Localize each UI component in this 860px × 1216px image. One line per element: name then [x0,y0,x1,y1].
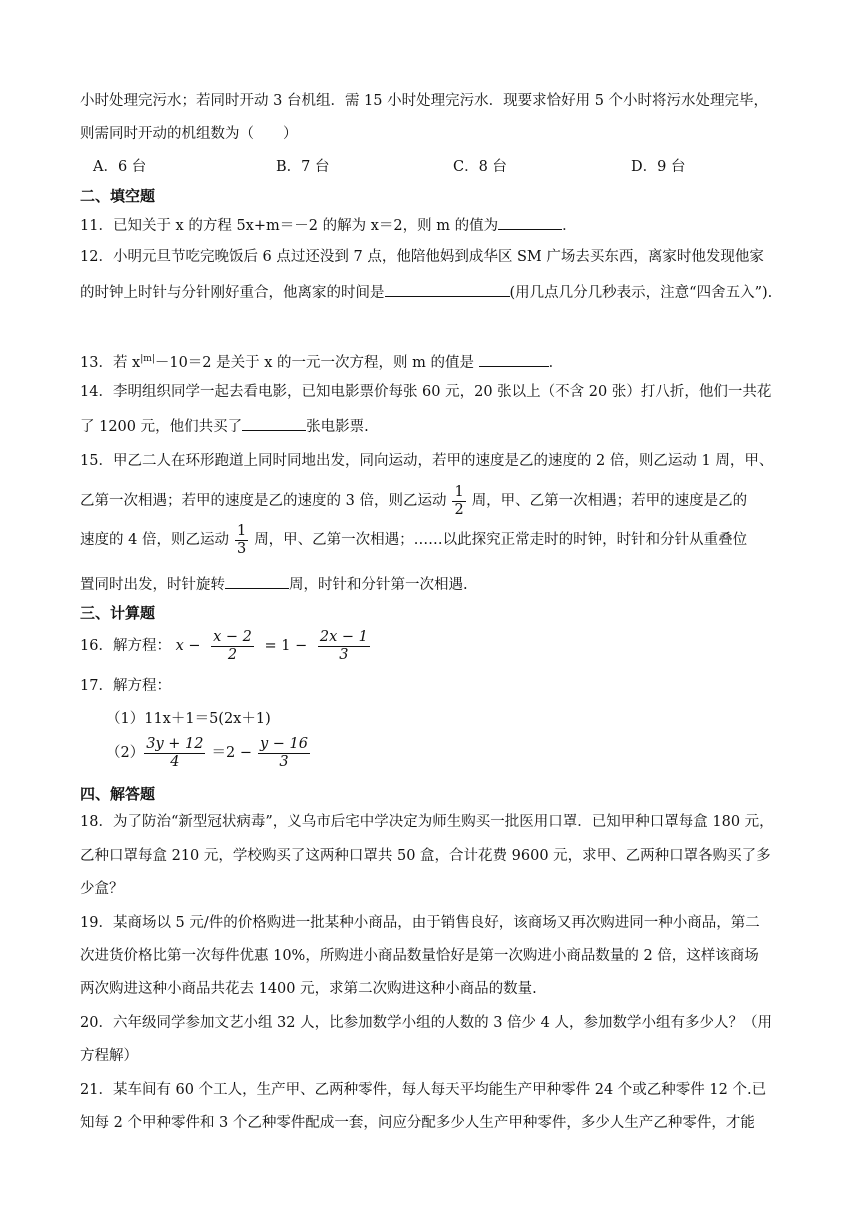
q14-answer-blank[interactable] [242,415,306,431]
q12-text: 的时钟上时针与分针刚好重合，他离家的时间是 [80,285,385,301]
q10-option-b: B．7 台 [276,159,330,175]
q15-fraction-half-numerator: 1 [454,483,464,500]
q15-line-3 [80,521,800,559]
q15-fraction-third [235,523,248,558]
q15-text-4b: 周，时针和分针第一次相遇. [289,577,468,593]
q16-fraction-left [211,629,254,664]
q15-fraction-third-numerator: 1 [236,522,247,539]
q16-minus: − [188,638,201,654]
q15-text-3b: 周，甲、乙第一次相遇；……以此探究正常走时的时钟，时针和分针从重叠位 [254,532,748,548]
section-fill-in-heading: 二、填空题 [80,187,156,205]
q11 [80,214,800,236]
q18-line-3: 少盒？ [80,881,124,897]
q16-equals: = 1 − [264,638,308,654]
q19-line-2: 次进货价格比第一次每件优惠 10%，所购进小商品数量恰好是第一次购进小商品数量的 2 倍，这样该商场 [80,948,759,964]
q15-text-2a: 乙第一次相遇；若甲的速度是乙的速度的 3 倍，则乙运动 [80,493,447,509]
section-answer-heading: 四、解答题 [80,785,156,803]
q17-right-denominator: 3 [258,753,310,771]
q20-line-2: 方程解） [80,1048,138,1064]
q10-option-d: D．9 台 [631,159,686,175]
q11-answer-blank[interactable] [498,214,562,230]
q15-fraction-third-denominator: 3 [236,540,247,557]
q16-x: x [175,638,184,654]
q10-option-c: C．8 台 [453,159,507,175]
q16-left-numerator: x − 2 [213,628,252,645]
q12-text-end: (用几点几分几秒表示，注意“四舍五入”). [509,285,773,301]
q17-part-1: （1）11x＋1＝5(2x＋1) [106,711,271,727]
q16-right-denominator: 3 [318,646,370,664]
q21-line-2: 知每 2 个甲种零件和 3 个乙种零件配成一套，问应分配多少人生产甲种零件，多少人生产乙种零件，才能 [80,1115,755,1131]
q17-part-2-label: （2） [106,745,145,761]
q11-text: 11．已知关于 x 的方程 5x+m＝－2 的解为 x＝2，则 m 的值为 [80,218,499,234]
q19-line-1: 19．某商场以 5 元/件的价格购进一批某种小商品，由于销售良好，该商场又再次购进同一种小商品，第二 [80,915,760,931]
q16 [80,627,800,665]
q10-line-2: 则需同时开动的机组数为（ ） [80,126,298,142]
q17-mid: ＝2 − [211,745,252,761]
q17-right-numerator: y − 16 [259,735,308,752]
q13-answer-blank[interactable] [479,351,549,367]
q17-label: 17．解方程： [80,678,171,694]
q14-line-2 [80,415,800,437]
section-calculation-heading: 三、计算题 [80,604,156,622]
q10-option-a: A．6 台 [93,159,147,175]
q15-line-1: 15．甲乙二人在环形跑道上同时同地出发，同向运动，若甲的速度是乙的速度的 2 倍，则乙运动 1 周，甲、 [80,453,774,469]
q12-answer-blank[interactable] [385,281,510,297]
q16-left-denominator: 2 [211,646,254,664]
q13-exponent: |m| [140,354,155,364]
q15-text-2b: 周，甲、乙第一次相遇；若甲的速度是乙的 [471,493,748,509]
q15-fraction-half [452,484,465,519]
q13-post: －10＝2 是关于 x 的一元一次方程，则 m 的值是 [154,354,479,371]
q14-line-1: 14．李明组织同学一起去看电影，已知电影票价每张 60 元，20 张以上（不含 20 张）打八折，他们一共花 [80,384,772,400]
q17-fraction-right [258,736,310,771]
q10-line-1: 小时处理完污水；若同时开动 3 台机组．需 15 小时处理完污水．现要求恰好用 5 个小时将污水处理完毕， [80,93,769,109]
q19-line-3: 两次购进这种小商品共花去 1400 元，求第二次购进这种小商品的数量. [80,981,537,997]
q16-right-numerator: 2x − 1 [319,628,368,645]
q20-line-1: 20．六年级同学参加文艺小组 32 人，比参加数学小组的人数的 3 倍少 4 人，参加数学小组有多少人？（用 [80,1015,773,1031]
q15-line-4 [80,573,800,595]
q16-fraction-right [318,629,370,664]
q17-fraction-left [144,736,205,771]
q13-end: ． [548,354,564,371]
q15-text-4a: 置同时出发，时针旋转 [80,577,225,593]
q16-label: 16．解方程： [80,638,171,654]
q17-left-denominator: 4 [144,753,205,771]
q18-line-2: 乙种口罩每盒 210 元，学校购买了这两种口罩共 50 盒，合计花费 9600 元，求甲、乙两种口罩各购买了多 [80,848,771,864]
q13-pre: 13．若 x [80,354,141,371]
q18-line-1: 18．为了防治“新型冠状病毒”，义乌市后宅中学决定为师生购买一批医用口罩．已知甲种口罩每盒 180 元， [80,814,774,830]
q17-left-numerator: 3y + 12 [146,735,204,752]
q13 [80,349,800,373]
q17-part-2 [106,734,826,772]
q12-line-1: 12．小明元旦节吃完晚饭后 6 点过还没到 7 点，他陪他妈到成华区 SM 广场去买东西，离家时他发现他家 [80,249,764,265]
q14-text: 了 1200 元，他们共买了 [80,419,243,435]
q15-line-2 [80,482,800,520]
q15-text-3a: 速度的 4 倍，则乙运动 [80,532,229,548]
q21-line-1: 21．某车间有 60 个工人，生产甲、乙两种零件，每人每天平均能生产甲种零件 24 个或乙种零件 12 个.已 [80,1082,767,1098]
q15-fraction-half-denominator: 2 [454,501,464,518]
q14-text-end: 张电影票. [306,419,369,435]
q11-end: ． [562,218,577,234]
q12-line-2 [80,281,800,303]
q15-answer-blank[interactable] [225,573,289,589]
